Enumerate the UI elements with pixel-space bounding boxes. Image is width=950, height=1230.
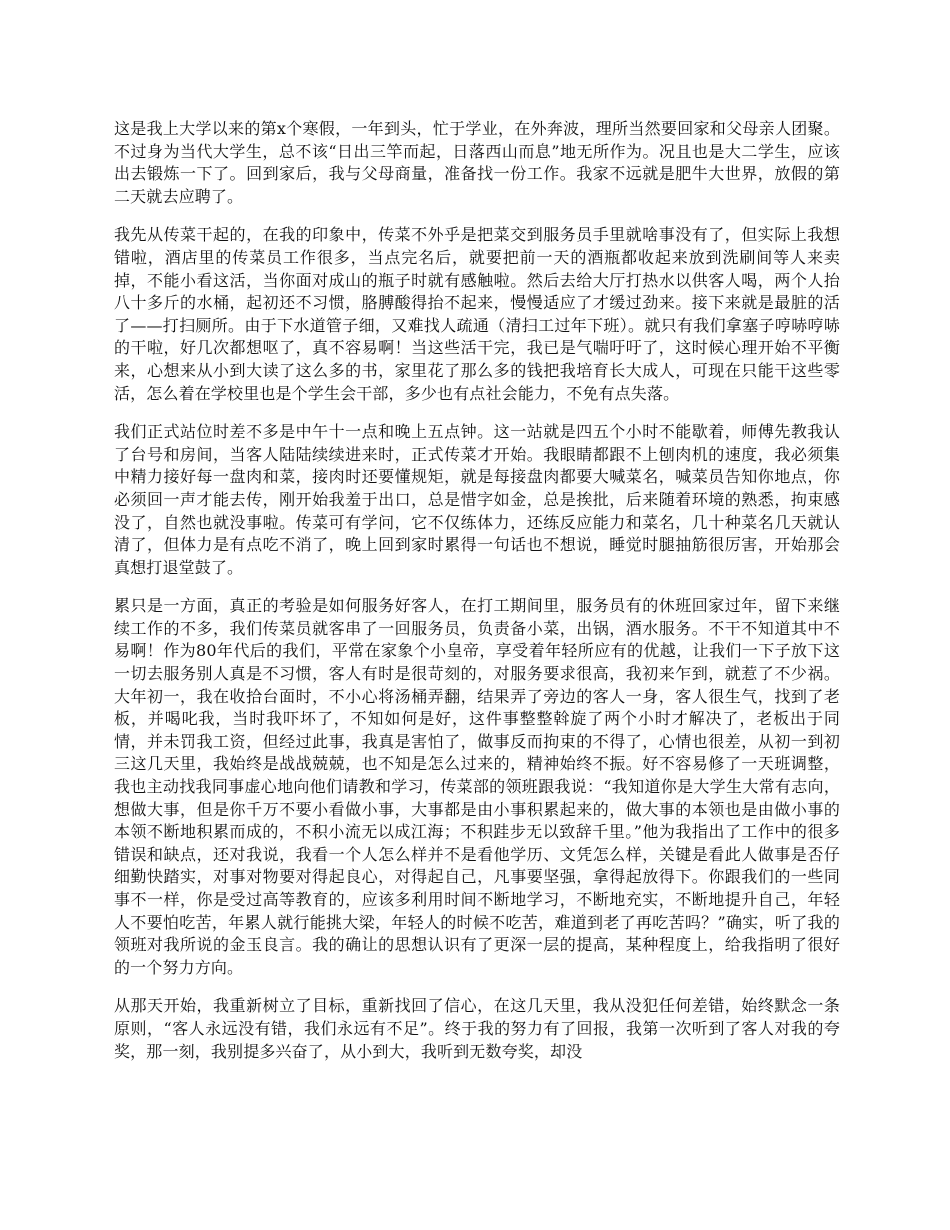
paragraph-4: 累只是一方面，真正的考验是如何服务好客人，在打工期间里，服务员有的休班回家过年，留下来继续工作的不多，我们传菜员就客串了一回服务员，负责备小菜，出锅，酒水服务。不干不知道其中不易啊！作为80年代后的我们，平常在家象个小皇帝，享受着年轻所应有的优越，让我们一下子放下这一切去服务别人真是不习惯，客人有时是很苛刻的，对服务要求很高，我初来乍到，就惹了不少祸。大年初一，我在收拾台面时，不小心将汤桶弄翻，结果弄了旁边的客人一身，客人很生气，找到了老板，并喝叱我，当时我吓坏了，不知如何是好，这件事整整斡旋了两个小时才解决了，老板出于同情，并未罚我工资，但经过此事，我真是害怕了，做事反而拘束的不得了，心情也很差，从初一到初三这几天里，我始终是战战兢兢，也不知是怎么过来的，精神始终不振。好不容易修了一天班调整，我也主动找我同事虚心地向他们请教和学习，传菜部的领班跟我说：“我知道你是大学生大常有志向，想做大事，但是你千万不要小看做小事，大事都是由小事积累起来的，做大事的本领也是由做小事的本领不断地积累而成的，不积小流无以成江海；不积跬步无以致辞千里。”他为我指出了工作中的很多错误和缺点，还对我说，我看一个人怎么样并不是看他学历、文凭怎么样，关键是看此人做事是否仔细勤快踏实，对事对物要对得起良心，对得起自己，凡事要坚强，拿得起放得下。你跟我们的一些同事不一样，你是受过高等教育的，应该多利用时间不断地学习，不断地充实，不断地提升自己，年轻人不要怕吃苦，年累人就行能挑大梁，年轻人的时候不吃苦，难道到老了再吃苦吗？”确实，听了我的领班对我所说的金玉良言。我的确让的思想认识有了更深一层的提高，某种程度上，给我指明了很好的一个努力方向。 [114, 596, 840, 977]
paragraph-5: 从那天开始，我重新树立了目标，重新找回了信心，在这几天里，我从没犯任何差错，始终默念一条原则，“客人永远没有错，我们永远有不足”。终于我的努力有了回报，我第一次听到了客人对我的夸奖，那一刻，我别提多兴奋了，从小到大，我听到无数夸奖，却没 [114, 996, 840, 1061]
paragraph-3: 我们正式站位时差不多是中午十一点和晚上五点钟。这一站就是四五个小时不能歇着，师傅先教我认了台号和房间，当客人陆陆续续进来时，正式传菜才开始。我眼睛都跟不上刨肉机的速度，我必须集中精力接好每一盘肉和菜，接肉时还要懂规矩，就是每接盘肉都要大喊菜名，喊菜员告知你地点，你必须回一声才能去传，刚开始我羞于出口，总是惜字如金，总是挨批，后来随着环境的熟悉，拘束感没了，自然也就没事啦。传菜可有学问，它不仅练体力，还练反应能力和菜名，几十种菜名几天就认清了，但体力是有点吃不消了，晚上回到家时累得一句话也不想说，睡觉时腿抽筋很厉害，开始那会真想打退堂鼓了。 [114, 422, 840, 577]
paragraph-2: 我先从传菜干起的，在我的印象中，传菜不外乎是把菜交到服务员手里就啥事没有了，但实际上我想错啦，酒店里的传菜员工作很多，当点完名后，就要把前一天的酒瓶都收起来放到洗刷间等人来卖掉，不能小看这活，当你面对成山的瓶子时就有感触啦。然后去给大厅打热水以供客人喝，两个人抬八十多斤的水桶，起初还不习惯，胳膊酸得抬不起来，慢慢适应了才缓过劲来。接下来就是最脏的活了——打扫厕所。由于下水道管子细，又难找人疏通（清扫工过年下班）。就只有我们拿塞子哼哧哼哧的干啦，好几次都想呕了，真不容易啊！当这些活干完，我已是气喘吁吁了，这时候心理开始不平衡来，心想来从小到大读了这么多的书，家里花了那么多的钱把我培育长大成人，可现在只能干这些零活，怎么着在学校里也是个学生会干部，多少也有点社会能力，不免有点失落。 [114, 225, 840, 403]
paragraph-1: 这是我上大学以来的第x个寒假，一年到头，忙于学业，在外奔波，理所当然要回家和父母亲人团聚。不过身为当代大学生，总不该“日出三竿而起，日落西山而息”地无所作为。况且也是大二学生，应该出去锻炼一下了。回到家后，我与父母商量，准备找一份工作。我家不远就是肥牛大世界，放假的第二天就去应聘了。 [114, 119, 840, 206]
document-body [114, 118, 840, 1079]
